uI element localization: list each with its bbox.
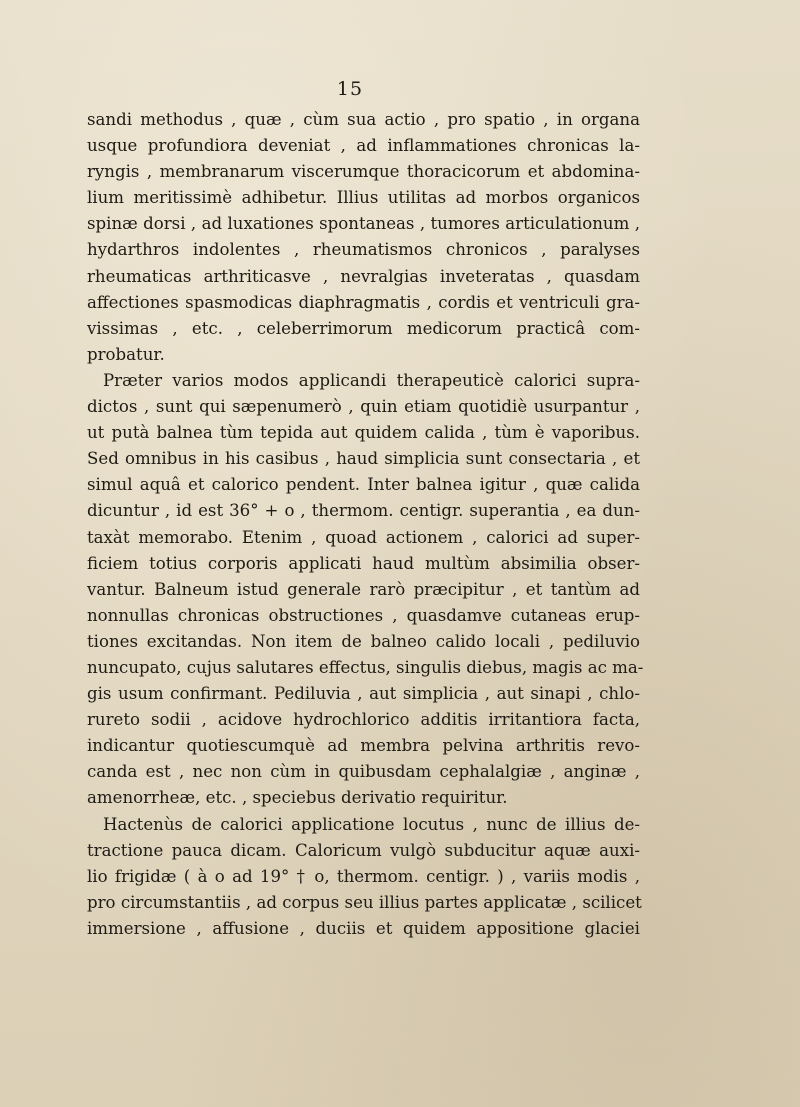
text-line: tractione pauca dicam. Caloricum vulgò subducitur aquæ auxi- — [87, 840, 640, 860]
text-line: Hactenùs de calorici applicatione locutus , nunc de illius de- — [103, 814, 640, 834]
text-line: usque profundiora deveniat , ad inflammationes chronicas la- — [87, 136, 640, 156]
text-line: hydarthros indolentes , rheumatismos chronicos , paralyses — [87, 240, 640, 260]
body-text — [87, 107, 644, 942]
text-line: vissimas , etc. , celeberrimorum medicorum practicâ com- — [87, 318, 640, 338]
text-line: immersione , affusione , duciis et quidem appositione glaciei — [87, 918, 640, 938]
text-line: indicantur quotiescumquè ad membra pelvina arthritis revo- — [87, 736, 640, 756]
text-line: taxàt memorabo. Etenim , quoad actionem , calorici ad super- — [87, 527, 640, 547]
text-line: spinæ dorsi , ad luxationes spontaneas , tumores articulationum , — [87, 214, 640, 234]
text-line: lium meritissimè adhibetur. Illius utilitas ad morbos organicos — [87, 188, 640, 208]
text-line: canda est , nec non cùm in quibusdam cephalalgiæ , anginæ , — [87, 762, 640, 782]
text-line: ficiem totius corporis applicati haud multùm absimilia obser- — [87, 553, 640, 573]
text-line: nuncupato, cujus salutares effectus, singulis diebus, magis ac ma- — [87, 657, 644, 677]
text-line: gis usum confirmant. Pediluvia , aut simplicia , aut sinapi , chlo- — [87, 684, 640, 704]
text-line: Præter varios modos applicandi therapeuticè calorici supra- — [103, 370, 640, 390]
text-line: lio frigidæ ( à o ad 19° † o, thermom. centigr. ) , variis modis , — [87, 866, 640, 886]
page-number: 15 — [336, 78, 364, 100]
text-line: vantur. Balneum istud generale rarò præcipitur , et tantùm ad — [87, 579, 640, 599]
text-line: dicuntur , id est 36° + o , thermom. centigr. superantia , ea dun- — [87, 501, 640, 521]
text-line: probatur. — [87, 344, 165, 364]
text-line: ut putà balnea tùm tepida aut quidem calida , tùm è vaporibus. — [87, 423, 640, 443]
text-line: rureto sodii , acidove hydrochlorico additis irritantiora facta, — [87, 710, 640, 730]
text-line: tiones excitandas. Non item de balneo calido locali , pediluvio — [87, 631, 640, 651]
text-line: rheumaticas arthriticasve , nevralgias inveteratas , quasdam — [87, 266, 640, 286]
text-line: Sed omnibus in his casibus , haud simplicia sunt consectaria , et — [87, 449, 640, 469]
text-line: nonnullas chronicas obstructiones , quasdamve cutaneas erup- — [87, 605, 640, 625]
text-line: simul aquâ et calorico pendent. Inter balnea igitur , quæ calida — [87, 475, 640, 495]
text-line: ryngis , membranarum viscerumque thoracicorum et abdomina- — [87, 162, 640, 182]
text-line: affectiones spasmodicas diaphragmatis , cordis et ventriculi gra- — [87, 292, 640, 312]
text-line: amenorrheæ, etc. , speciebus derivatio requiritur. — [87, 788, 508, 808]
text-line: sandi methodus , quæ , cùm sua actio , pro spatio , in organa — [87, 110, 640, 129]
text-line: pro circumstantiis , ad corpus seu illius partes applicatæ , scilicet — [87, 892, 642, 912]
text-line: dictos , sunt qui sæpenumerò , quin etiam quotidiè usurpantur , — [87, 397, 640, 417]
